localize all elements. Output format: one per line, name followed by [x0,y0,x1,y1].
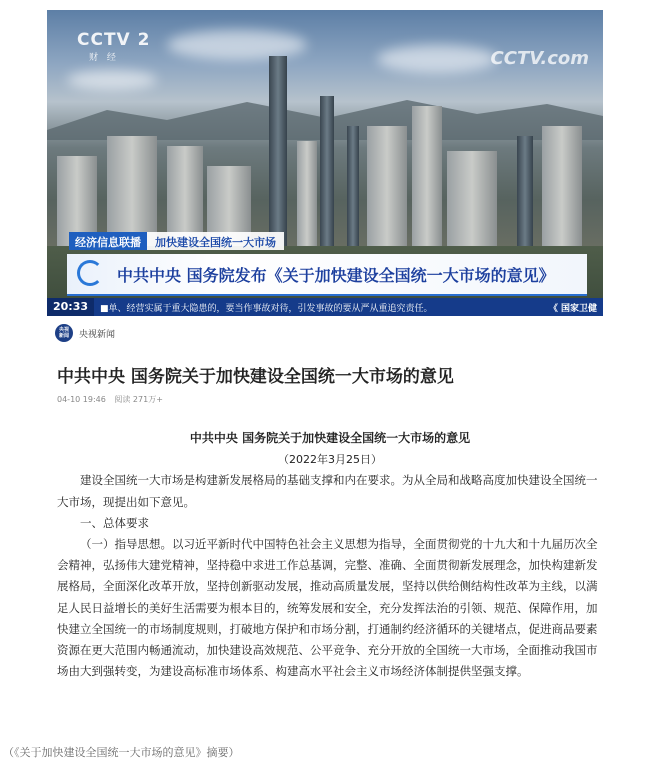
skyscraper [269,56,287,246]
building [542,126,582,246]
news-swoosh-icon [77,260,103,286]
ticker-time: 20:33 [47,298,94,316]
doc-section-heading: 一、总体要求 [80,515,149,530]
headline-bar [67,254,587,296]
program-tags [69,232,284,250]
doc-date: （2022年3月25日） [278,453,382,467]
news-ticker [47,298,603,316]
topic-tag: 加快建设全国统一大市场 [147,232,284,250]
ticker-right-text: 《 国家卫健 [548,303,597,314]
source-row[interactable] [55,324,115,342]
building [107,136,157,246]
cctv2-logo: CCTV 2 财 经 [77,30,151,63]
headline-text: 中共中央 国务院发布《关于加快建设全国统一大市场的意见》 [117,266,555,285]
doc-paragraph: （一）指导思想。以习近平新时代中国特色社会主义思想为指导，全面贯彻党的十九大和十九届历次全会精神，弘扬伟大建党精神，坚持稳中求进工作总基调，完整、准确、全面贯彻新发展理念，加快构建新发展格局，全面深化改革开放，坚持创新驱动发展，推动高质量发展，坚持以供给侧结构性改革为主线，以满足人民日益增长的美好生活需要为根本目的，统筹发展和安全，充分发挥法治的引领、规范、保障作用，加快建立全国统一的市场制度规则，打破地方保护和市场分割，打通制约经济循环的关键堵点，促进商品要素资源在更大范围内畅通流动，加快建设高效规范、公平竞争、充分开放的全国统一大市场，全面推动我国市场由大到强转变，为建设高标准市场体系、构建高水平社会主义市场经济体制提供坚强支撑。 [57,537,598,679]
news-video-frame[interactable] [47,10,603,316]
source-name[interactable]: 央视新闻 [79,329,116,340]
skyscraper [517,136,533,246]
skyscraper [347,126,359,246]
article-title: 中共中央 国务院关于加快建设全国统一大市场的意见 [57,367,454,387]
doc-heading: 中共中央 国务院关于加快建设全国统一大市场的意见 [189,431,471,445]
read-count: 阅读 271万+ [114,395,163,404]
building [367,126,407,246]
article-card [47,10,603,745]
source-logo-icon: 央视 新闻 [55,324,73,342]
building [297,141,317,246]
building [167,146,203,246]
doc-paragraph: 建设全国统一大市场是构建新发展格局的基础支撑和内在要求。为从全局和战略高度加快建设全国统一大市场，现提出如下意见。 [57,473,598,509]
publish-date: 04-10 19:46 [57,395,106,404]
cloud [67,70,157,90]
article-meta [57,394,169,405]
program-tag: 经济信息联播 [69,232,147,250]
cctv-watermark: CCTV.com [490,48,589,69]
document-image [57,428,603,682]
ticker-text: ■单、经营实属于重大隐患的，要当作事故对待，引发事故的要从严从重追究责任。 [100,303,433,314]
building [447,151,497,246]
cloud [377,45,497,73]
skyscraper [320,96,334,246]
image-caption: （《关于加快建设全国统一大市场的意见》摘要） [3,746,240,759]
building [412,106,442,246]
